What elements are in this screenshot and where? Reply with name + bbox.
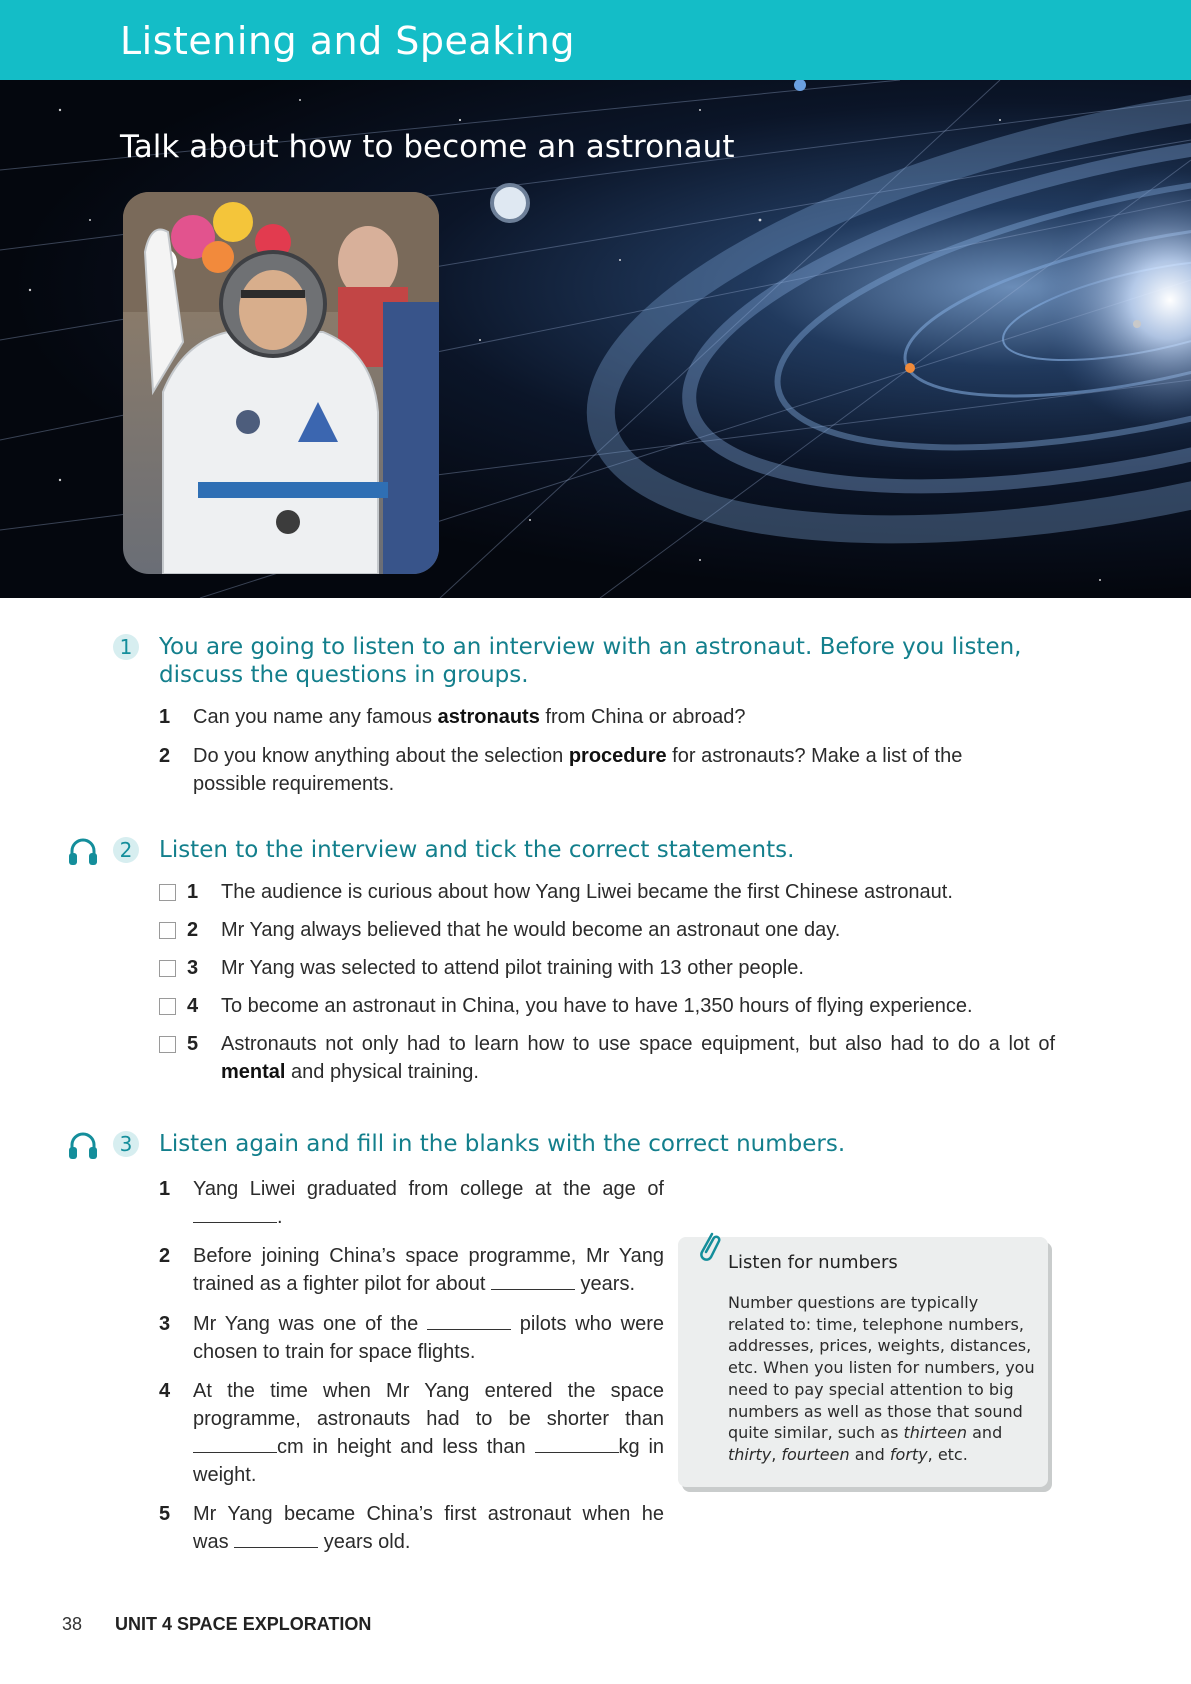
q3-fill-item: Mr Yang was one of the pilots who were chosen to train for space flights. — [193, 1313, 665, 1363]
astronaut-photo — [123, 192, 439, 574]
checkbox-icon[interactable] — [159, 1036, 176, 1053]
tip-body: Number questions are typically related to: time, telephone numbers, addresses, prices, weights, distances, etc. When you listen for numbers, you need to pay special attention to big numbers as well as those that sound quite similar, such as thirteen and thirty, fourteen and forty, etc. — [728, 1293, 1035, 1464]
q1-item-text: Do you know anything about the selection procedure for astronauts? Make a list of the possible requirements. — [193, 745, 963, 795]
q1-item-number: 1 — [159, 706, 171, 728]
banner-title: Talk about how to become an astronaut — [120, 129, 735, 165]
answer-blank[interactable] — [234, 1529, 318, 1548]
checkbox-icon[interactable] — [159, 960, 176, 977]
question-2-title: Listen to the interview and tick the correct statements. — [159, 837, 795, 863]
unit-label: UNIT 4 SPACE EXPLORATION — [115, 1614, 372, 1634]
q2-item-number: 3 — [187, 957, 199, 979]
checkbox-icon[interactable] — [159, 884, 176, 901]
tip-title: Listen for numbers — [728, 1252, 898, 1273]
q3-item-number: 4 — [159, 1380, 171, 1402]
question-1-title: You are going to listen to an interview with an astronaut. Before you listen, discuss the questions in groups. — [159, 634, 1022, 688]
headphones-icon[interactable] — [67, 836, 99, 866]
question-number-1: 1 — [113, 634, 139, 660]
q2-statement: To become an astronaut in China, you have to have 1,350 hours of flying experience. — [221, 995, 973, 1017]
answer-blank[interactable] — [535, 1434, 619, 1453]
q3-fill-item: Yang Liwei graduated from college at the age of . — [193, 1178, 664, 1228]
q2-statement: Astronauts not only had to learn how to use space equipment, but also had to do a lot of mental and physical training. — [221, 1033, 1055, 1083]
q1-item-text: Can you name any famous astronauts from China or abroad? — [193, 706, 746, 728]
q2-item-number: 5 — [187, 1033, 199, 1055]
answer-blank[interactable] — [193, 1434, 277, 1453]
q3-fill-item: Before joining China’s space programme, Mr Yang trained as a fighter pilot for about years. — [193, 1245, 664, 1295]
answer-blank[interactable] — [193, 1204, 277, 1223]
q2-statement: The audience is curious about how Yang Liwei became the first Chinese astronaut. — [221, 881, 953, 903]
q2-statement: Mr Yang was selected to attend pilot training with 13 other people. — [221, 957, 804, 979]
q3-item-number: 5 — [159, 1503, 171, 1525]
checkbox-icon[interactable] — [159, 922, 176, 939]
question-3-title: Listen again and fill in the blanks with the correct numbers. — [159, 1131, 846, 1157]
page-title: Listening and Speaking — [120, 19, 575, 63]
answer-blank[interactable] — [491, 1271, 575, 1290]
question-number-2: 2 — [113, 837, 139, 863]
question-number-3: 3 — [113, 1131, 139, 1157]
q1-item-number: 2 — [159, 745, 171, 767]
q2-item-number: 4 — [187, 995, 199, 1017]
q3-fill-item: Mr Yang became China’s first astronaut when he was years old. — [193, 1503, 664, 1553]
q2-item-number: 1 — [187, 881, 199, 903]
page-number: 38 — [62, 1614, 83, 1634]
q3-item-number: 1 — [159, 1178, 171, 1200]
q2-statement: Mr Yang always believed that he would become an astronaut one day. — [221, 919, 841, 941]
q2-item-number: 2 — [187, 919, 199, 941]
q3-fill-item: At the time when Mr Yang entered the space programme, astronauts had to be shorter than cm in height and less than kg in weight. — [193, 1380, 665, 1486]
answer-blank[interactable] — [427, 1311, 511, 1330]
headphones-icon[interactable] — [67, 1130, 99, 1160]
q3-item-number: 3 — [159, 1313, 171, 1335]
paperclip-icon — [694, 1228, 722, 1264]
space-banner — [0, 80, 1191, 598]
q3-item-number: 2 — [159, 1245, 171, 1267]
checkbox-icon[interactable] — [159, 998, 176, 1015]
